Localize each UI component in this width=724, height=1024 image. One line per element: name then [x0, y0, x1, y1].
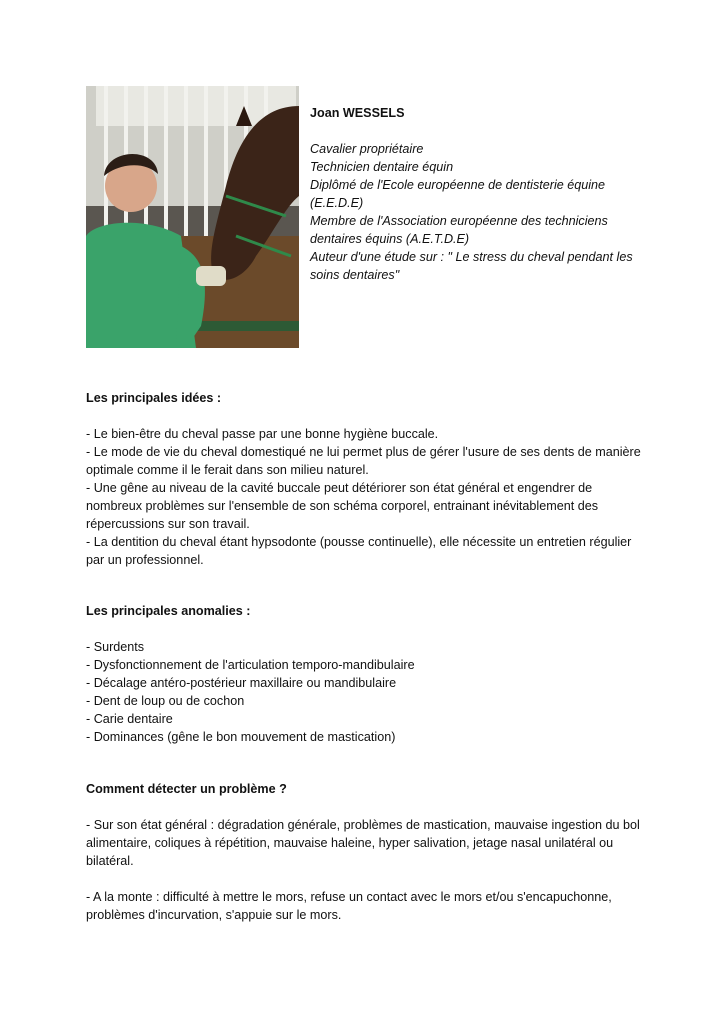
detect-item: - A la monte : difficulté à mettre le mors, refuse un contact avec le mors et/ou s'encapuchonne, problèmes d'incurvation, s'appuie sur le mors. — [86, 890, 612, 922]
anomalies-item: - Surdents — [86, 640, 145, 654]
bio-line: Auteur d'une étude sur : " Le stress du cheval pendant les soins dentaires" — [310, 250, 633, 282]
anomalies-heading: Les principales anomalies : — [86, 604, 251, 618]
bio-line: Membre de l'Association européenne des techniciens dentaires équins (A.E.T.D.E) — [310, 214, 608, 246]
bio-line: Diplômé de l'Ecole européenne de dentisterie équine (E.E.D.E) — [310, 178, 606, 210]
anomalies-item: - Dysfonctionnement de l'articulation temporo-mandibulaire — [86, 658, 415, 672]
ideas-item: - Le mode de vie du cheval domestiqué ne lui permet plus de gérer l'usure de ses dents de manière optimale comme il le ferait dans son milieu naturel. — [86, 445, 641, 477]
ideas-item: - La dentition du cheval étant hypsodonte (pousse continuelle), elle nécessite un entretien régulier par un professionnel. — [86, 535, 632, 567]
anomalies-item: - Décalage antéro-postérieur maxillaire ou mandibulaire — [86, 676, 397, 690]
bio-line: Technicien dentaire équin — [310, 160, 454, 174]
ideas-heading: Les principales idées : — [86, 391, 222, 405]
profile-photo — [86, 86, 299, 348]
bio-line: Cavalier propriétaire — [310, 142, 424, 156]
detect-item: - Sur son état général : dégradation générale, problèmes de mastication, mauvaise ingestion du bol alimentaire, coliques à répétition, mauvaise haleine, hyper salivation, jetage nasal unilatéral ou bilatéral. — [86, 818, 640, 868]
anomalies-item: - Carie dentaire — [86, 712, 173, 726]
anomalies-section — [86, 602, 646, 746]
detect-heading: Comment détecter un problème ? — [86, 782, 287, 796]
anomalies-item: - Dent de loup ou de cochon — [86, 694, 245, 708]
anomalies-item: - Dominances (gêne le bon mouvement de mastication) — [86, 730, 396, 744]
ideas-item: - Le bien-être du cheval passe par une bonne hygiène buccale. — [86, 427, 439, 441]
profile-bio — [310, 104, 640, 284]
profile-name: Joan WESSELS — [310, 106, 405, 120]
ideas-item: - Une gêne au niveau de la cavité buccale peut détériorer son état général et engendrer de nombreux problèmes sur l'ensemble de son schéma corporel, entrainant inévitablement des répercussions sur son travail. — [86, 481, 599, 531]
ideas-section — [86, 389, 646, 569]
detect-section — [86, 780, 646, 924]
